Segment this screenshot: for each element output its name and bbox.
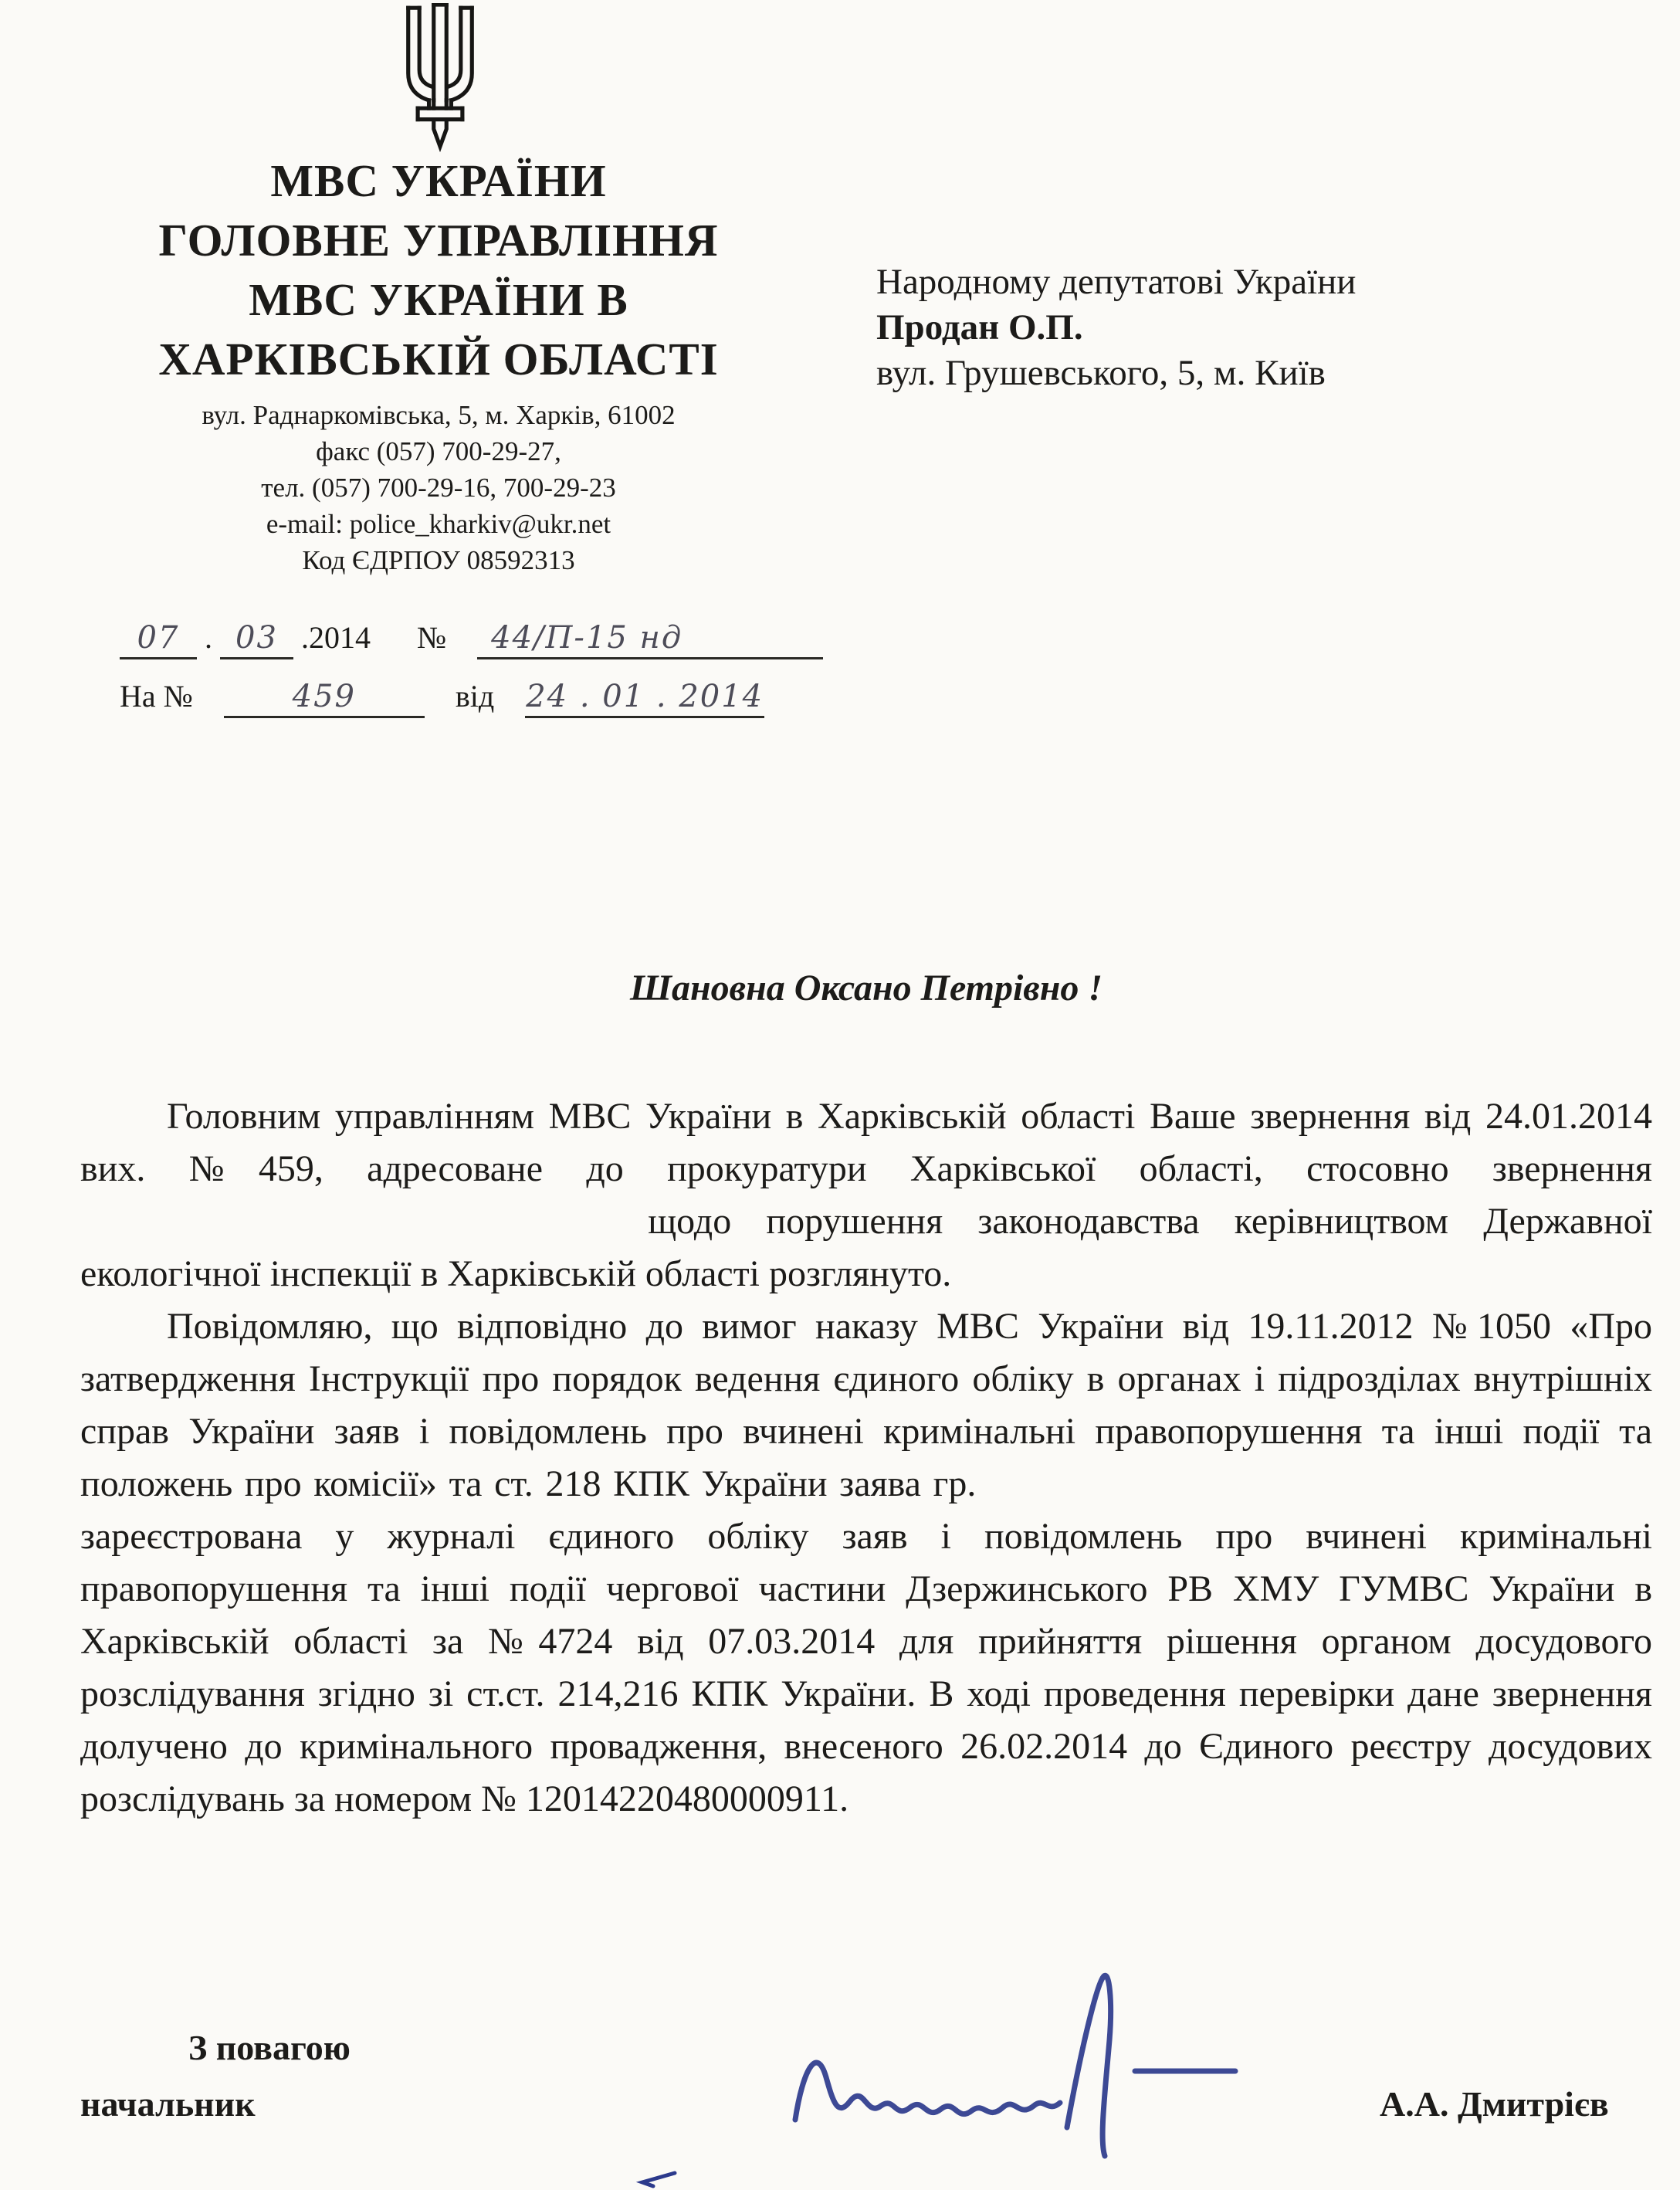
org-email: e-mail: police_kharkiv@ukr.net <box>266 509 611 539</box>
incoming-date-year: 2014 <box>679 679 764 714</box>
redacted-blank-space <box>988 1488 1652 1496</box>
paragraph-2-text-continued: зареєстрована у журналі єдиного обліку заяв і повідомлень про вчинені кримінальні правопорушення та інші події чергової частини Дзержинського РВ ХМУ ГУМВС України в Харківській області за №4724 від 07.03.2014 для прийняття рішення органом досудового розслідування згідно зі ст.ст. 214,216 КПК України. В ході проведення перевірки дане звернення долучено до кримінального провадження, внесеного 26.02.2014 до Єдиного реєстру досудових розслідувань за номером № 12014220480000911. <box>80 1516 1652 1819</box>
incoming-number-handwritten: 459 <box>224 679 425 718</box>
recipient-block <box>876 259 1571 396</box>
recipient-address: вул. Грушевського, 5, м. Київ <box>876 353 1326 393</box>
outgoing-reference-line <box>120 619 823 659</box>
letter-body <box>80 1090 1652 1826</box>
recipient-role: Народному депутатові України <box>876 262 1357 302</box>
org-name-line: ГОЛОВНЕ УПРАВЛІННЯ <box>158 215 719 266</box>
outgoing-date-year: .2014 <box>301 620 371 655</box>
number-sign: № <box>417 620 447 655</box>
org-name-line: МВС УКРАЇНИ В <box>249 274 628 325</box>
incoming-reference-line <box>120 678 764 718</box>
incoming-date-month: 01 <box>602 679 645 714</box>
date-separator: . <box>579 679 591 714</box>
incoming-date-handwritten <box>525 679 764 718</box>
salutation: Шановна Оксано Петрівно ! <box>629 968 1103 1009</box>
signer-name: А.А. Дмитрієв <box>1380 2084 1609 2124</box>
org-fax: факс (057) 700-29-27, <box>316 436 561 466</box>
paragraph-1-text-continued: щодо порушення законодавства керівництвом Державної екологічної інспекції в Харківській області розглянуто. <box>80 1201 1652 1294</box>
body-paragraph-1 <box>80 1090 1652 1300</box>
paragraph-1-text: Головним управлінням МВС України в Харківській області Ваше звернення від 24.01.2014 вих. №459, адресоване до прокуратури Харківської області, стосовно звернення <box>80 1096 1652 1189</box>
regards-text: З повагою <box>188 2028 351 2067</box>
outgoing-number-handwritten: 44/П-15 нд <box>477 620 823 659</box>
org-address: вул. Раднаркомівська, 5, м. Харків, 61002 <box>202 400 676 430</box>
paragraph-2-text: Повідомляю, що відповідно до вимог наказу МВС України від 19.11.2012 №1050 «Про затвердження Інструкції про порядок ведення єдиного обліку в органах і підрозділах внутрішніх справ України заяв і повідомлень про вчинені кримінальні правопорушення та інші події та положень про комісії» та ст. 218 КПК України заява гр. <box>80 1306 1652 1504</box>
na-number-label: На № <box>120 679 193 714</box>
letterhead-contacts <box>99 397 778 578</box>
recipient-name: Продан О.П. <box>876 307 1083 347</box>
org-phone: тел. (057) 700-29-16, 700-29-23 <box>261 473 616 503</box>
redacted-blank-space <box>80 1226 613 1233</box>
trident-emblem-icon <box>390 3 490 154</box>
body-paragraph-2 <box>80 1300 1652 1826</box>
ink-mark <box>633 2168 679 2190</box>
org-name-line: МВС УКРАЇНИ <box>270 155 607 206</box>
signer-job-title: начальник <box>80 2084 256 2124</box>
org-name-line: ХАРКІВСЬКІЙ ОБЛАСТІ <box>158 334 719 385</box>
date-separator: . <box>655 679 668 714</box>
date-separator: . <box>205 620 212 655</box>
handwritten-signature <box>772 1954 1251 2185</box>
outgoing-date-day-handwritten: 07 <box>120 620 197 659</box>
letterhead <box>99 151 778 578</box>
incoming-date-day: 24 <box>526 679 569 714</box>
vid-label: від <box>455 679 495 714</box>
org-edrpou-code: Код ЄДРПОУ 08592313 <box>302 545 575 575</box>
outgoing-date-month-handwritten: 03 <box>220 620 293 659</box>
